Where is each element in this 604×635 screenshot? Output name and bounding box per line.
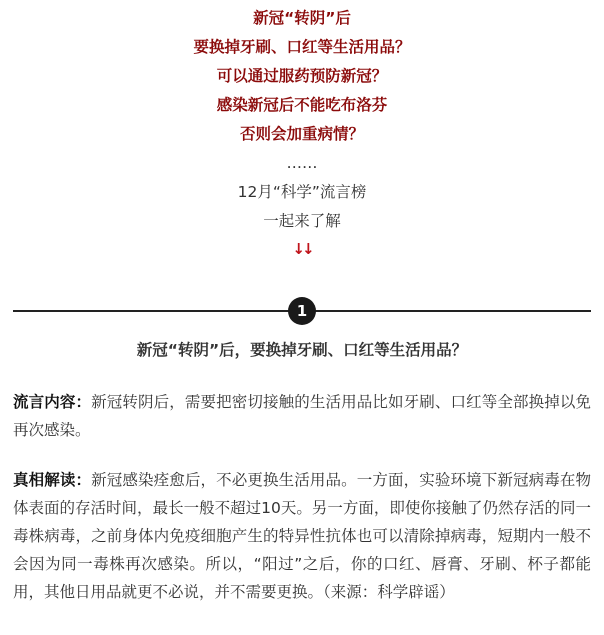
headline-4: 感染新冠后不能吃布洛芬 [216, 96, 388, 114]
section-title: 新冠“转阴”后，要换掉牙刷、口红等生活用品？ [136, 341, 468, 359]
headline-5: 否则会加重病情？ [239, 125, 364, 143]
list-title: 12月“科学”流言榜 [237, 183, 367, 201]
intro-block [0, 0, 604, 262]
call-to-action: 一起来了解 [263, 212, 341, 230]
rumor-paragraph [13, 388, 591, 444]
headline-1: 新冠“转阴”后 [253, 9, 351, 27]
truth-label: 真相解读： [13, 471, 92, 489]
section-number-badge: 1 [288, 297, 316, 325]
rumor-label: 流言内容： [13, 393, 92, 411]
ellipsis: …… [286, 154, 318, 172]
headline-3: 可以通过服药预防新冠？ [216, 67, 388, 85]
truth-paragraph [13, 466, 591, 606]
truth-text: 新冠感染痊愈后，不必更换生活用品。一方面，实验环境下新冠病毒在物体表面的存活时间，最长一般不超过10天。另一方面，即使你接触了仍然存活的同一毒株病毒，之前身体内免疫细胞产生的特异性抗体也可以清除掉病毒，短期内一般不会因为同一毒株再次感染。所以，“阳过”之后，你的口红、唇膏、牙刷、杯子都能用，其他日用品就更不必说，并不需要更换。（来源：科学辟谣） [13, 471, 591, 601]
headline-2: 要换掉牙刷、口红等生活用品？ [193, 38, 411, 56]
down-arrows-icon: ↓↓ [292, 240, 312, 258]
rumor-text: 新冠转阴后，需要把密切接触的生活用品比如牙刷、口红等全部换掉以免再次感染。 [13, 393, 591, 439]
